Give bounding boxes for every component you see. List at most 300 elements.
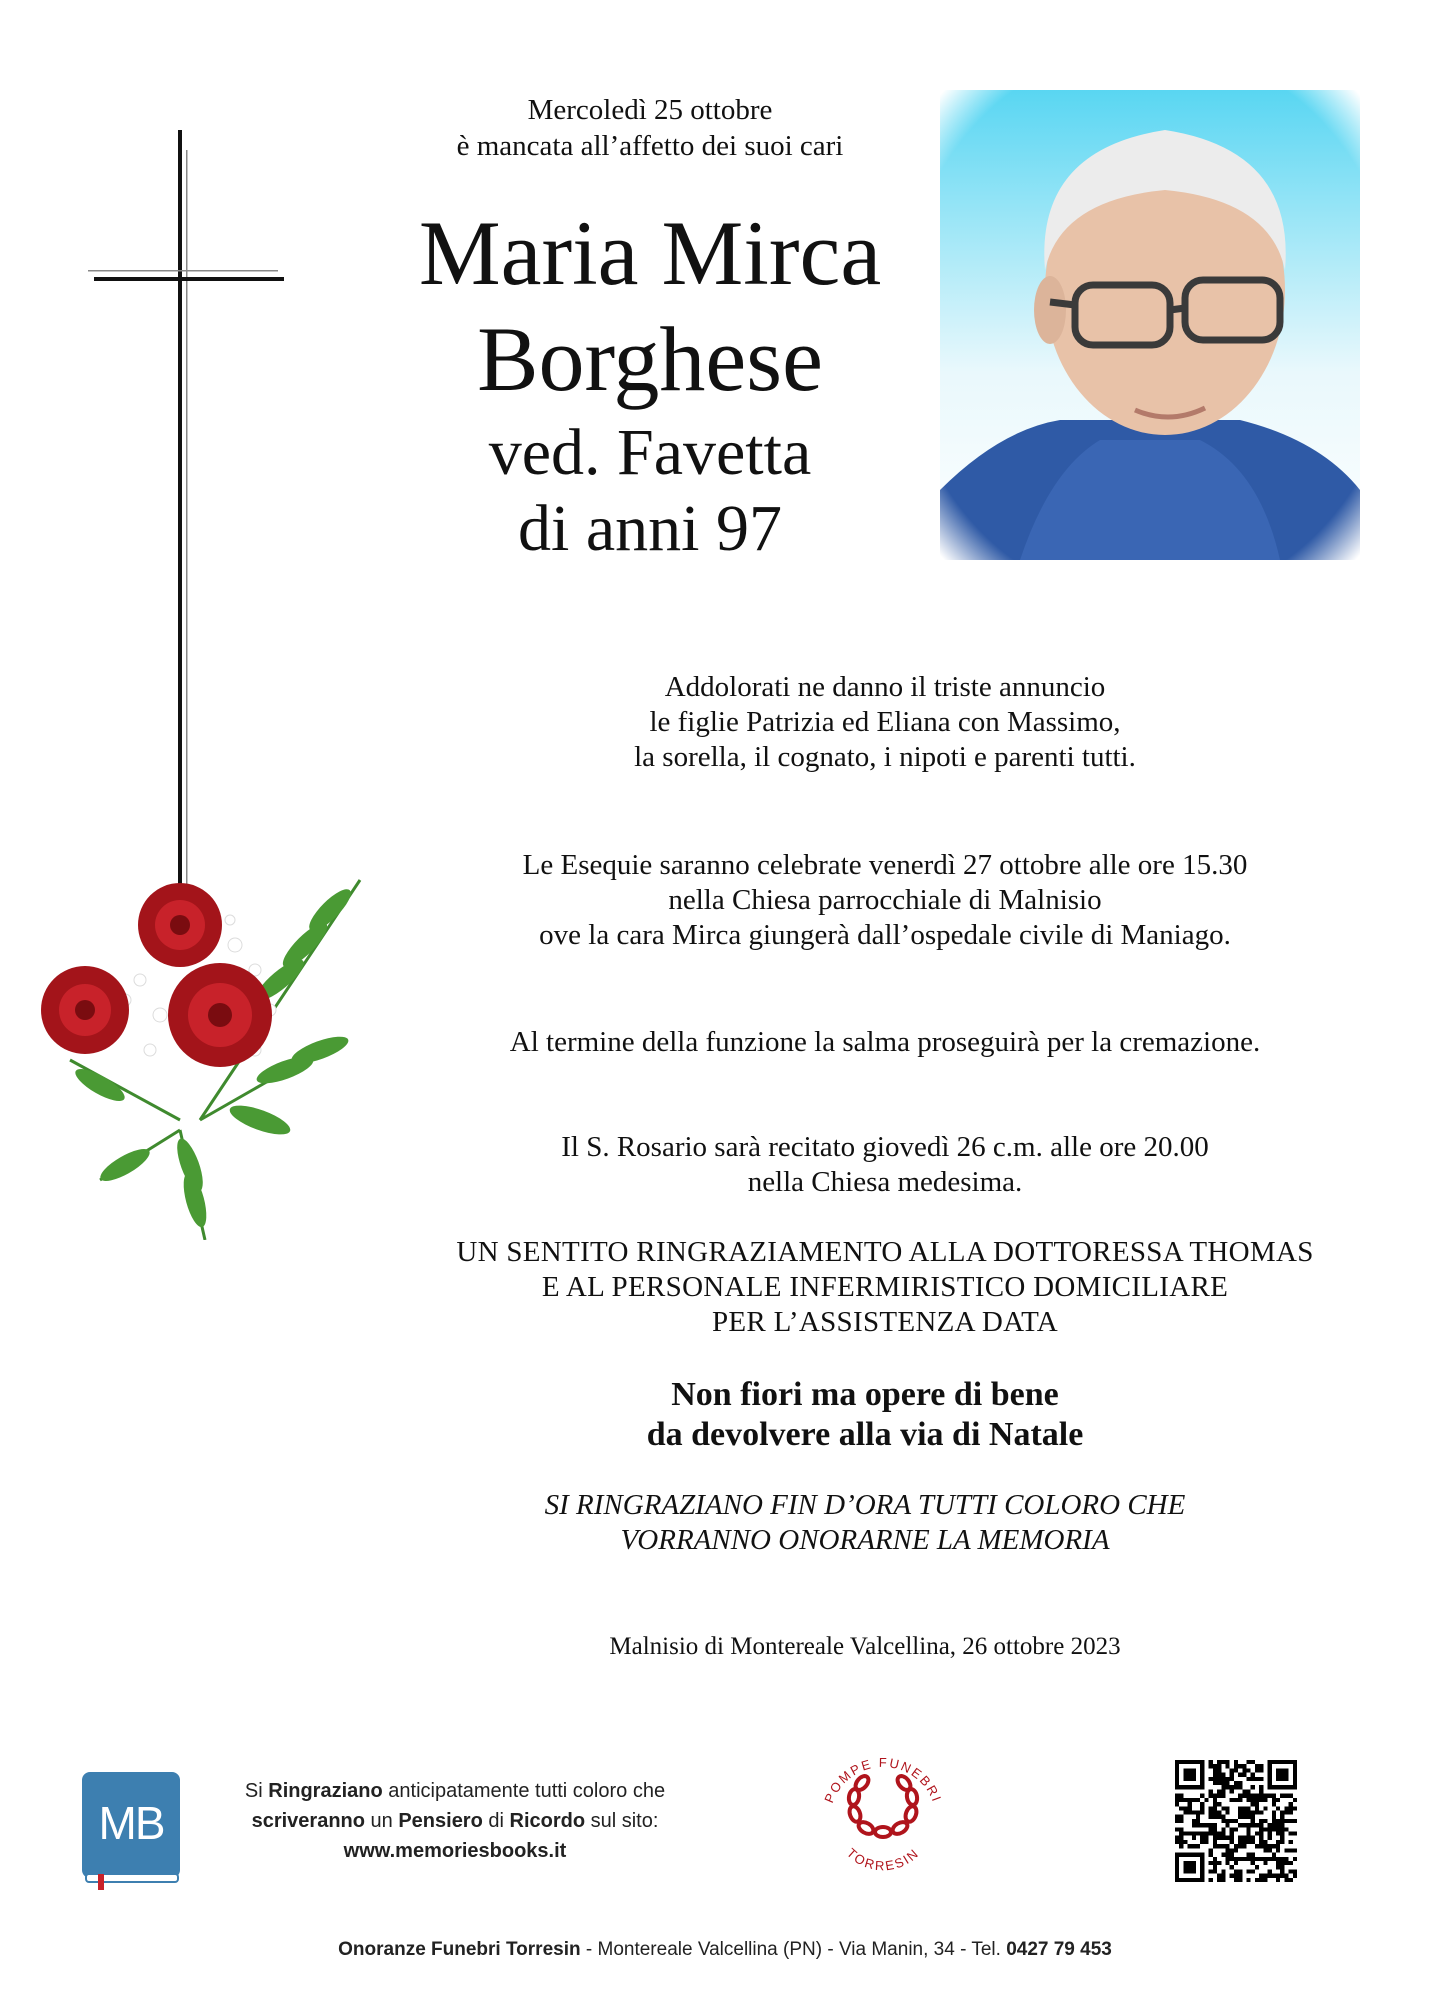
qr-module — [1251, 1857, 1255, 1861]
qr-module — [1247, 1789, 1251, 1793]
qr-module — [1268, 1844, 1272, 1848]
qr-module — [1272, 1827, 1276, 1831]
qr-module — [1280, 1840, 1284, 1844]
qr-module — [1200, 1810, 1204, 1814]
mb-text-part: sul sito: — [585, 1810, 659, 1832]
qr-module — [1196, 1819, 1200, 1823]
qr-module — [1175, 1802, 1179, 1806]
special-thanks-line: UN SENTITO RINGRAZIAMENTO ALLA DOTTORESSA THOMAS — [456, 1236, 1314, 1268]
qr-module — [1209, 1869, 1213, 1873]
qr-module — [1221, 1827, 1225, 1831]
svg-text:POMPE FUNEBRI — [821, 1755, 945, 1805]
qr-module — [1272, 1823, 1276, 1827]
qr-module — [1213, 1781, 1217, 1785]
qr-module — [1276, 1827, 1280, 1831]
qr-module — [1225, 1764, 1229, 1768]
qr-module — [1259, 1777, 1263, 1781]
qr-module — [1217, 1836, 1221, 1840]
qr-module — [1293, 1832, 1297, 1836]
qr-module — [1255, 1844, 1259, 1848]
qr-module — [1213, 1798, 1217, 1802]
qr-module — [1217, 1874, 1221, 1878]
qr-module — [1242, 1806, 1246, 1810]
qr-module — [1230, 1836, 1234, 1840]
qr-module — [1196, 1823, 1200, 1827]
qr-module — [1268, 1874, 1272, 1878]
closing-thanks-line: SI RINGRAZIANO FIN D’ORA TUTTI COLORO CHE — [544, 1489, 1186, 1521]
qr-module — [1209, 1760, 1213, 1764]
qr-module — [1230, 1827, 1234, 1831]
qr-module — [1280, 1861, 1284, 1865]
mourners-line: Addolorati ne danno il triste annuncio — [664, 671, 1106, 703]
qr-module — [1217, 1773, 1221, 1777]
qr-module — [1221, 1869, 1225, 1873]
funeral-line: ove la cara Mirca giungerà dall’ospedale civile di Maniago. — [539, 919, 1231, 951]
qr-module — [1242, 1840, 1246, 1844]
qr-module — [1234, 1785, 1238, 1789]
qr-module — [1263, 1794, 1267, 1798]
qr-module — [1247, 1840, 1251, 1844]
mb-text-bold: Ringraziano — [268, 1780, 383, 1802]
qr-module — [1272, 1874, 1276, 1878]
qr-module — [1293, 1857, 1297, 1861]
qr-module — [1200, 1823, 1204, 1827]
qr-module — [1255, 1798, 1259, 1802]
qr-module — [1225, 1781, 1229, 1785]
qr-module — [1280, 1810, 1284, 1814]
qr-module — [1192, 1810, 1196, 1814]
qr-module — [1276, 1806, 1280, 1810]
qr-module — [1238, 1815, 1242, 1819]
qr-module — [1268, 1836, 1272, 1840]
qr-module — [1255, 1777, 1259, 1781]
qr-module — [1230, 1848, 1234, 1852]
qr-module — [1183, 1806, 1187, 1810]
qr-module — [1251, 1819, 1255, 1823]
special-thanks-line: E AL PERSONALE INFERMIRISTICO DOMICILIARE — [541, 1271, 1229, 1303]
qr-module — [1259, 1764, 1263, 1768]
qr-module — [1263, 1806, 1267, 1810]
memoriesbooks-logo — [80, 1770, 184, 1890]
qr-module — [1225, 1853, 1229, 1857]
qr-module — [1213, 1806, 1217, 1810]
qr-module — [1209, 1827, 1213, 1831]
qr-module — [1293, 1798, 1297, 1802]
qr-module — [1179, 1827, 1183, 1831]
qr-module — [1272, 1857, 1276, 1861]
qr-module — [1175, 1815, 1179, 1819]
qr-module — [1217, 1760, 1221, 1764]
qr-module — [1255, 1857, 1259, 1861]
qr-module — [1242, 1844, 1246, 1848]
qr-module — [1247, 1815, 1251, 1819]
qr-module — [1259, 1823, 1263, 1827]
qr-module — [1280, 1823, 1284, 1827]
qr-module — [1192, 1832, 1196, 1836]
qr-module — [1251, 1836, 1255, 1840]
qr-module — [1238, 1857, 1242, 1861]
qr-module — [1289, 1810, 1293, 1814]
qr-module — [1209, 1861, 1213, 1865]
qr-module — [1238, 1781, 1242, 1785]
qr-module — [1255, 1878, 1259, 1882]
qr-module — [1284, 1810, 1288, 1814]
qr-module — [1259, 1874, 1263, 1878]
qr-module — [1175, 1794, 1179, 1798]
qr-module — [1247, 1857, 1251, 1861]
deceased-details — [400, 415, 900, 567]
qr-module — [1225, 1848, 1229, 1852]
qr-module — [1213, 1827, 1217, 1831]
qr-module — [1276, 1861, 1280, 1865]
qr-module — [1196, 1810, 1200, 1814]
qr-module — [1188, 1832, 1192, 1836]
passed-line: è mancata all’affetto dei suoi cari — [456, 130, 844, 162]
special-thanks-line: PER L’ASSISTENZA DATA — [711, 1306, 1059, 1338]
deceased-name — [360, 200, 940, 412]
qr-module — [1255, 1832, 1259, 1836]
qr-module — [1238, 1836, 1242, 1840]
qr-module — [1209, 1777, 1213, 1781]
qr-module — [1221, 1781, 1225, 1785]
qr-module — [1284, 1848, 1288, 1852]
mb-text-part: di — [482, 1810, 510, 1832]
rosary-paragraph — [380, 1130, 1390, 1200]
closing-thanks — [450, 1488, 1280, 1558]
qr-module — [1247, 1760, 1251, 1764]
qr-module — [1209, 1789, 1213, 1793]
qr-module — [1280, 1794, 1284, 1798]
qr-module — [1234, 1874, 1238, 1878]
qr-module — [1251, 1869, 1255, 1873]
qr-module — [1213, 1764, 1217, 1768]
qr-module — [1183, 1810, 1187, 1814]
qr-module — [1276, 1848, 1280, 1852]
qr-module — [1196, 1798, 1200, 1802]
qr-module — [1247, 1806, 1251, 1810]
roses-bouquet-image — [30, 860, 380, 1240]
qr-module — [1280, 1832, 1284, 1836]
memoriesbooks-link[interactable]: www.memoriesbooks.it — [343, 1840, 567, 1862]
qr-module — [1175, 1836, 1179, 1840]
qr-module — [1213, 1802, 1217, 1806]
date-line: Mercoledì 25 ottobre — [527, 94, 773, 126]
qr-module — [1209, 1832, 1213, 1836]
qr-module — [1196, 1815, 1200, 1819]
qr-module — [1293, 1806, 1297, 1810]
qr-module — [1213, 1823, 1217, 1827]
qr-module — [1221, 1760, 1225, 1764]
qr-module — [1242, 1768, 1246, 1772]
qr-module — [1263, 1798, 1267, 1802]
footer-address: - Montereale Valcellina (PN) - Via Manin, 34 - Tel. — [580, 1939, 1007, 1960]
qr-module — [1175, 1840, 1179, 1844]
qr-module — [1263, 1819, 1267, 1823]
footer-contact — [200, 1938, 1250, 1962]
pompe-top-text: POMPE FUNEBRI — [821, 1754, 945, 1806]
pompe-funebri-logo — [808, 1742, 958, 1892]
qr-module — [1217, 1789, 1221, 1793]
qr-module — [1225, 1844, 1229, 1848]
qr-module — [1217, 1764, 1221, 1768]
qr-module — [1289, 1802, 1293, 1806]
qr-module — [1221, 1874, 1225, 1878]
qr-module — [1213, 1840, 1217, 1844]
footer-phone[interactable]: 0427 79 453 — [1006, 1939, 1112, 1960]
qr-module — [1221, 1836, 1225, 1840]
qr-module — [1251, 1760, 1255, 1764]
qr-module — [1188, 1806, 1192, 1810]
qr-module — [1293, 1869, 1297, 1873]
qr-module — [1230, 1857, 1234, 1861]
qr-module — [1230, 1832, 1234, 1836]
qr-module — [1183, 1798, 1187, 1802]
qr-module — [1276, 1844, 1280, 1848]
qr-module — [1179, 1798, 1183, 1802]
qr-module — [1280, 1815, 1284, 1819]
qr-module — [1213, 1810, 1217, 1814]
qr-module — [1247, 1832, 1251, 1836]
qr-module — [1200, 1840, 1204, 1844]
qr-module — [1188, 1802, 1192, 1806]
qr-module — [1188, 1810, 1192, 1814]
qr-module — [1230, 1874, 1234, 1878]
qr-module — [1268, 1832, 1272, 1836]
funeral-line: nella Chiesa parrocchiale di Malnisio — [668, 884, 1102, 916]
qr-module — [1280, 1819, 1284, 1823]
qr-module — [1217, 1815, 1221, 1819]
qr-module — [1251, 1815, 1255, 1819]
qr-module — [1204, 1823, 1208, 1827]
qr-module — [1209, 1815, 1213, 1819]
qr-module — [1268, 1848, 1272, 1852]
qr-module — [1225, 1861, 1229, 1865]
qr-module — [1217, 1802, 1221, 1806]
age-line: di anni 97 — [518, 492, 782, 565]
qr-module — [1234, 1760, 1238, 1764]
mb-text-bold: Ricordo — [509, 1810, 586, 1832]
qr-module — [1221, 1777, 1225, 1781]
qr-module — [1230, 1840, 1234, 1844]
qr-module — [1213, 1832, 1217, 1836]
qr-module — [1272, 1819, 1276, 1823]
qr-module — [1234, 1768, 1238, 1772]
qr-module — [1225, 1760, 1229, 1764]
mb-text-bold: Pensiero — [398, 1810, 483, 1832]
qr-module — [1272, 1853, 1276, 1857]
qr-module — [1188, 1844, 1192, 1848]
qr-module — [1217, 1781, 1221, 1785]
qr-module — [1221, 1819, 1225, 1823]
qr-module — [1196, 1844, 1200, 1848]
qr-module — [1213, 1794, 1217, 1798]
qr-module — [1209, 1810, 1213, 1814]
qr-module — [1221, 1853, 1225, 1857]
qr-module — [1217, 1794, 1221, 1798]
qr-finder — [1183, 1861, 1196, 1874]
qr-module — [1276, 1878, 1280, 1882]
qr-module — [1200, 1794, 1204, 1798]
qr-module — [1255, 1768, 1259, 1772]
qr-code[interactable] — [1175, 1760, 1297, 1882]
qr-module — [1247, 1869, 1251, 1873]
qr-module — [1247, 1836, 1251, 1840]
qr-module — [1225, 1810, 1229, 1814]
svg-text:TORRESIN — [844, 1845, 922, 1873]
qr-module — [1230, 1777, 1234, 1781]
qr-module — [1217, 1844, 1221, 1848]
qr-module — [1238, 1764, 1242, 1768]
qr-module — [1280, 1827, 1284, 1831]
qr-module — [1230, 1789, 1234, 1793]
qr-module — [1284, 1819, 1288, 1823]
qr-module — [1293, 1874, 1297, 1878]
qr-module — [1251, 1840, 1255, 1844]
qr-module — [1263, 1848, 1267, 1852]
qr-module — [1259, 1878, 1263, 1882]
mourners-line: la sorella, il cognato, i nipoti e parenti tutti. — [634, 741, 1136, 773]
qr-module — [1259, 1768, 1263, 1772]
qr-module — [1251, 1802, 1255, 1806]
qr-module — [1209, 1806, 1213, 1810]
qr-module — [1225, 1819, 1229, 1823]
qr-module — [1234, 1869, 1238, 1873]
cross-icon — [80, 130, 300, 900]
qr-module — [1179, 1794, 1183, 1798]
qr-module — [1175, 1798, 1179, 1802]
qr-module — [1280, 1874, 1284, 1878]
funeral-line: Le Esequie saranno celebrate venerdì 27 ottobre alle ore 15.30 — [522, 849, 1248, 881]
qr-module — [1179, 1836, 1183, 1840]
qr-module — [1225, 1806, 1229, 1810]
qr-module — [1230, 1819, 1234, 1823]
no-flowers-line: Non fiori ma opere di bene — [671, 1376, 1059, 1413]
qr-module — [1251, 1777, 1255, 1781]
qr-module — [1234, 1819, 1238, 1823]
qr-module — [1213, 1869, 1217, 1873]
qr-module — [1289, 1832, 1293, 1836]
qr-module — [1213, 1777, 1217, 1781]
qr-module — [1259, 1794, 1263, 1798]
qr-module — [1204, 1836, 1208, 1840]
qr-module — [1280, 1869, 1284, 1873]
qr-module — [1213, 1865, 1217, 1869]
qr-module — [1247, 1878, 1251, 1882]
qr-module — [1251, 1861, 1255, 1865]
qr-module — [1225, 1785, 1229, 1789]
qr-module — [1247, 1810, 1251, 1814]
qr-module — [1280, 1836, 1284, 1840]
qr-module — [1247, 1768, 1251, 1772]
widow-line: ved. Favetta — [488, 416, 812, 489]
no-flowers-line: da devolvere alla via di Natale — [646, 1416, 1084, 1453]
qr-module — [1247, 1794, 1251, 1798]
qr-module — [1238, 1810, 1242, 1814]
qr-module — [1209, 1848, 1213, 1852]
special-thanks — [380, 1235, 1390, 1340]
qr-module — [1238, 1874, 1242, 1878]
qr-module — [1259, 1844, 1263, 1848]
qr-module — [1213, 1861, 1217, 1865]
qr-module — [1247, 1823, 1251, 1827]
qr-module — [1179, 1806, 1183, 1810]
qr-module — [1183, 1832, 1187, 1836]
qr-module — [1259, 1857, 1263, 1861]
qr-module — [1263, 1861, 1267, 1865]
place-date: Malnisio di Montereale Valcellina, 26 ottobre 2023 — [609, 1633, 1121, 1660]
qr-finder — [1183, 1768, 1196, 1781]
qr-module — [1238, 1844, 1242, 1848]
qr-module — [1263, 1874, 1267, 1878]
qr-module — [1234, 1857, 1238, 1861]
qr-module — [1200, 1806, 1204, 1810]
qr-module — [1259, 1798, 1263, 1802]
qr-module — [1200, 1802, 1204, 1806]
pompe-bottom-text: TORRESIN — [843, 1845, 923, 1874]
qr-module — [1276, 1819, 1280, 1823]
qr-module — [1263, 1878, 1267, 1882]
qr-module — [1188, 1798, 1192, 1802]
qr-module — [1217, 1768, 1221, 1772]
qr-module — [1179, 1832, 1183, 1836]
qr-module — [1276, 1823, 1280, 1827]
cremation-line: Al termine della funzione la salma proseguirà per la cremazione. — [509, 1026, 1261, 1058]
qr-module — [1289, 1878, 1293, 1882]
qr-module — [1192, 1819, 1196, 1823]
qr-module — [1200, 1832, 1204, 1836]
qr-module — [1213, 1844, 1217, 1848]
qr-module — [1217, 1861, 1221, 1865]
qr-module — [1280, 1865, 1284, 1869]
qr-module — [1247, 1798, 1251, 1802]
qr-module — [1238, 1785, 1242, 1789]
qr-module — [1179, 1815, 1183, 1819]
qr-module — [1247, 1827, 1251, 1831]
qr-module — [1192, 1798, 1196, 1802]
portrait-photo — [940, 90, 1360, 560]
qr-module — [1221, 1832, 1225, 1836]
qr-module — [1263, 1827, 1267, 1831]
qr-module — [1234, 1878, 1238, 1882]
qr-module — [1221, 1794, 1225, 1798]
qr-module — [1251, 1853, 1255, 1857]
qr-module — [1175, 1819, 1179, 1823]
qr-module — [1242, 1810, 1246, 1814]
qr-module — [1259, 1810, 1263, 1814]
mb-text-part: anticipatamente tutti coloro che — [382, 1780, 666, 1802]
qr-module — [1289, 1840, 1293, 1844]
no-flowers-note — [500, 1375, 1230, 1455]
qr-module — [1268, 1869, 1272, 1873]
qr-module — [1225, 1836, 1229, 1840]
qr-module — [1234, 1798, 1238, 1802]
qr-module — [1238, 1798, 1242, 1802]
qr-module — [1293, 1819, 1297, 1823]
qr-module — [1284, 1857, 1288, 1861]
cremation-paragraph — [380, 1025, 1390, 1060]
qr-module — [1289, 1861, 1293, 1865]
qr-module — [1200, 1836, 1204, 1840]
mourners-paragraph — [380, 670, 1390, 775]
qr-module — [1234, 1848, 1238, 1852]
qr-module — [1251, 1785, 1255, 1789]
qr-module — [1255, 1802, 1259, 1806]
qr-module — [1179, 1840, 1183, 1844]
qr-module — [1268, 1794, 1272, 1798]
qr-module — [1213, 1815, 1217, 1819]
qr-module — [1272, 1798, 1276, 1802]
qr-module — [1242, 1857, 1246, 1861]
